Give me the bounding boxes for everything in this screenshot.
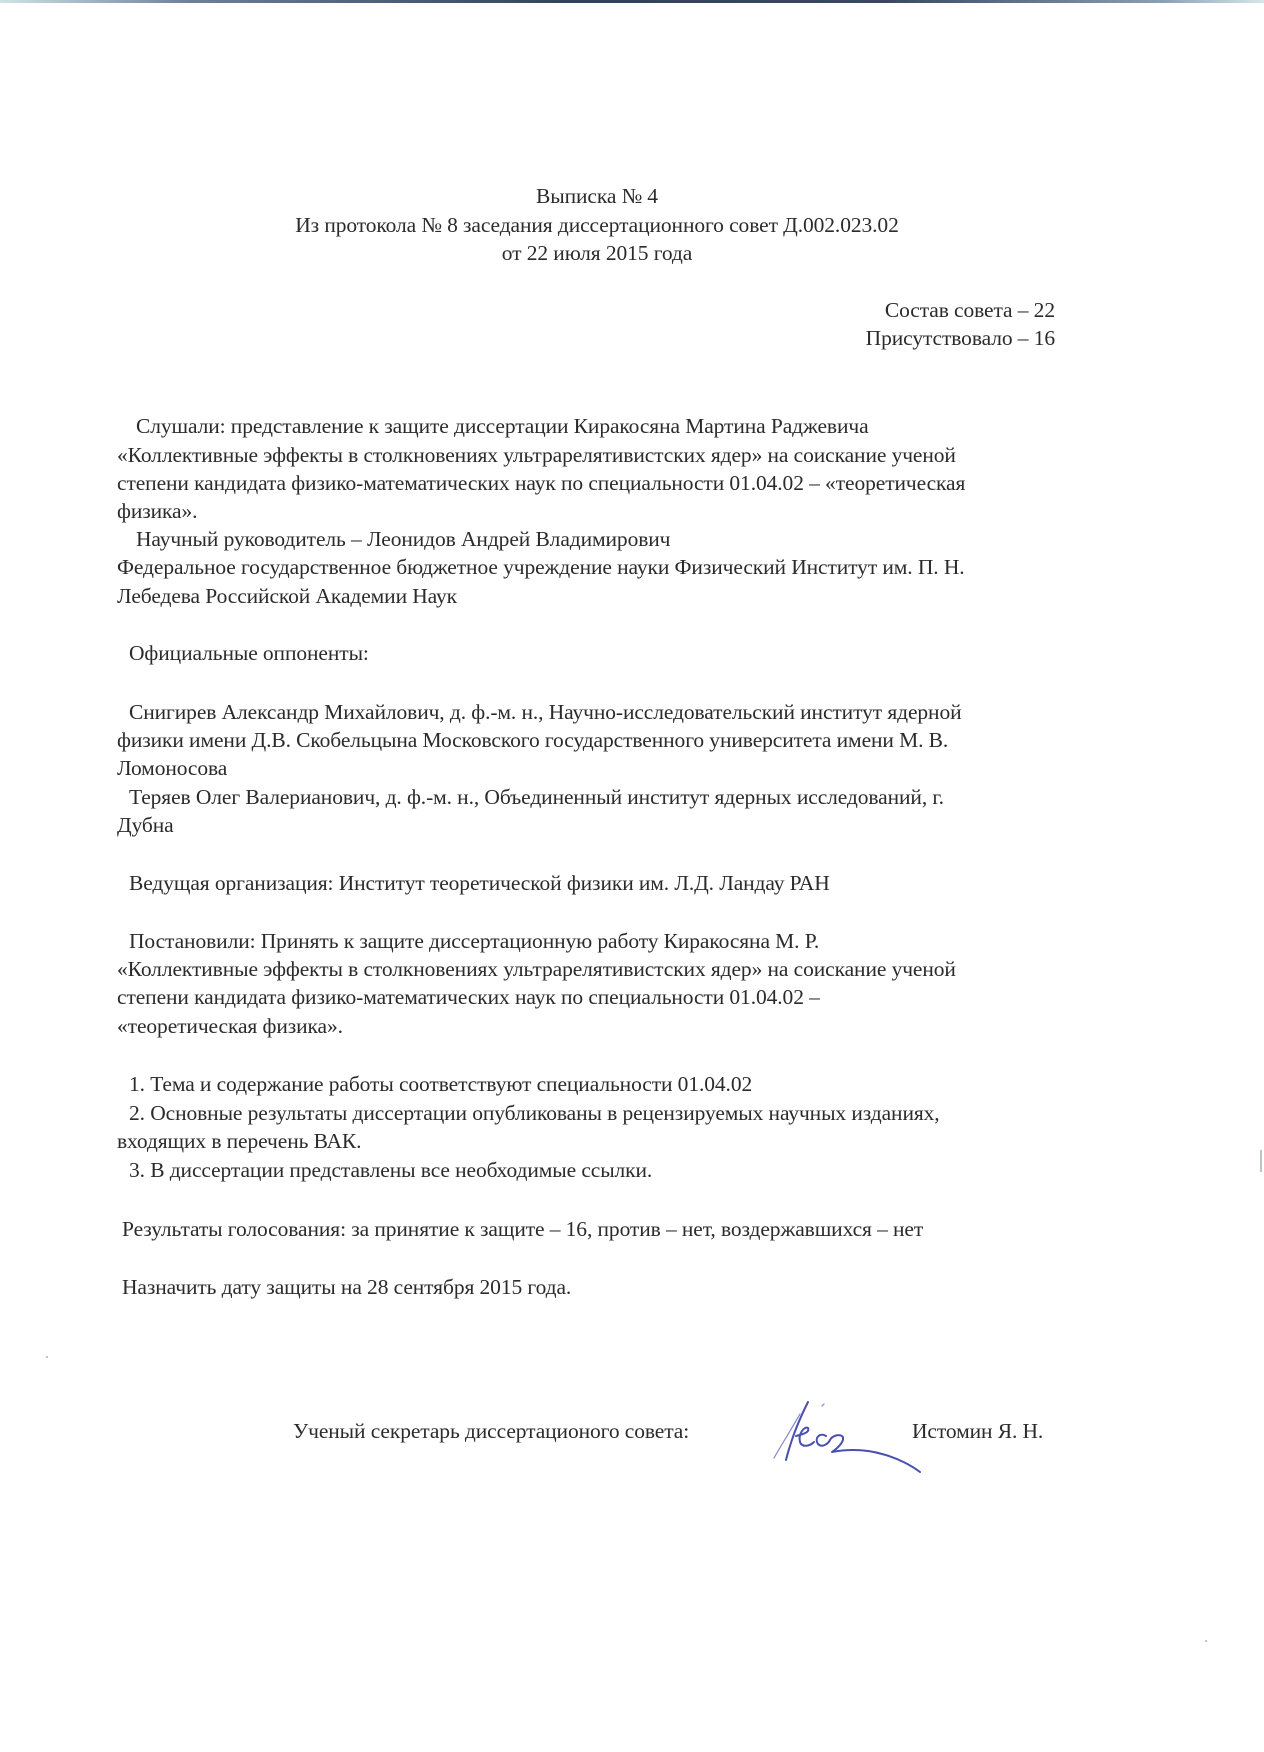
opponent-line: Теряев Олег Валерианович, д. ф.-м. н., Объединенный институт ядерных исследований, г. bbox=[129, 785, 944, 809]
leading-organization: Ведущая организация: Институт теоретической физики им. Л.Д. Ландау РАН bbox=[129, 871, 830, 895]
finding-item: 1. Тема и содержание работы соответствуют специальности 01.04.02 bbox=[129, 1072, 753, 1096]
scan-speck bbox=[1205, 1640, 1207, 1642]
defense-date: Назначить дату защиты на 28 сентября 2015 года. bbox=[122, 1275, 572, 1299]
council-composition: Состав совета – 22 bbox=[884, 298, 1055, 322]
supervisor-name: Научный руководитель – Леонидов Андрей Владимирович bbox=[136, 527, 671, 551]
resolved-line: «Коллективные эффекты в столкновениях ультрарелятивистских ядер» на соискание ученой bbox=[117, 957, 956, 981]
members-present: Присутствовало – 16 bbox=[865, 326, 1055, 350]
finding-item: 2. Основные результаты диссертации опубликованы в рецензируемых научных изданиях, bbox=[129, 1101, 940, 1125]
heard-line: физика». bbox=[117, 499, 198, 523]
heard-line: Слушали: представление к защите диссертации Киракосяна Мартина Раджевича bbox=[136, 414, 869, 438]
document-date: от 22 июля 2015 года bbox=[501, 241, 693, 265]
supervisor-institution: Федеральное государственное бюджетное учреждение науки Физический Институт им. П. Н. bbox=[117, 555, 965, 579]
scan-speck bbox=[1260, 1150, 1262, 1172]
finding-item: входящих в перечень ВАК. bbox=[117, 1129, 362, 1153]
opponents-heading: Официальные оппоненты: bbox=[129, 641, 369, 665]
vote-results: Результаты голосования: за принятие к защите – 16, против – нет, воздержавшихся – нет bbox=[122, 1217, 924, 1241]
secretary-role: Ученый секретарь диссертационого совета: bbox=[293, 1419, 690, 1443]
opponent-line: Снигирев Александр Михайлович, д. ф.-м. н., Научно-исследовательский институт ядерной bbox=[129, 700, 962, 724]
secretary-name: Истомин Я. Н. bbox=[912, 1419, 1044, 1443]
document-title: Выписка № 4 bbox=[536, 184, 658, 208]
scan-edge bbox=[0, 0, 1264, 3]
opponent-line: Ломоносова bbox=[117, 756, 228, 780]
opponent-line: Дубна bbox=[117, 813, 174, 837]
resolved-line: «теоретическая физика». bbox=[117, 1014, 343, 1038]
supervisor-institution: Лебедева Российской Академии Наук bbox=[117, 584, 458, 608]
document-subtitle: Из протокола № 8 заседания диссертационного совет Д.002.023.02 bbox=[295, 213, 899, 237]
heard-line: «Коллективные эффекты в столкновениях ультрарелятивистских ядер» на соискание ученой bbox=[117, 443, 956, 467]
opponent-line: физики имени Д.В. Скобельцына Московского государственного университета имени М. В. bbox=[117, 728, 949, 752]
finding-item: 3. В диссертации представлены все необходимые ссылки. bbox=[129, 1158, 653, 1182]
resolved-line: Постановили: Принять к защите диссертационную работу Киракосяна М. Р. bbox=[129, 929, 820, 953]
scan-speck bbox=[46, 1356, 48, 1358]
heard-line: степени кандидата физико-математических наук по специальности 01.04.02 – «теоретическая bbox=[117, 471, 966, 495]
resolved-line: степени кандидата физико-математических наук по специальности 01.04.02 – bbox=[117, 985, 820, 1009]
